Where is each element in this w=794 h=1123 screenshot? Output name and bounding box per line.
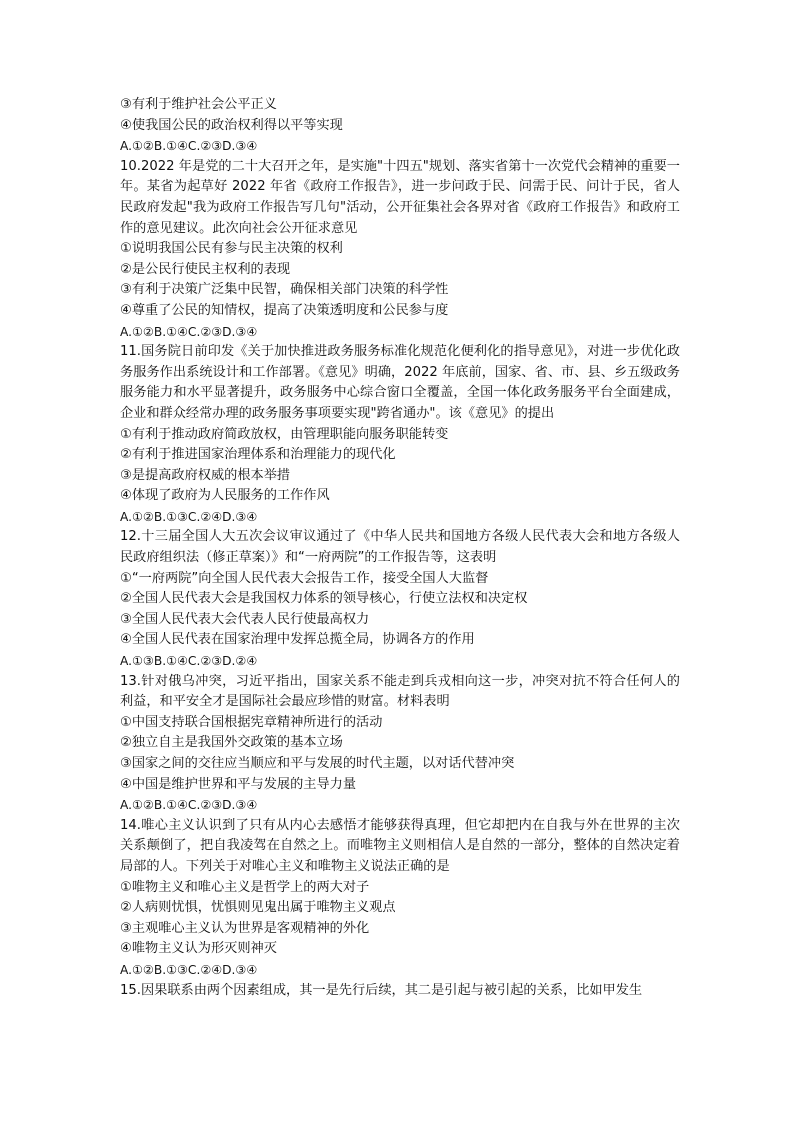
statement-item: ③有利于决策广泛集中民智，确保相关部门决策的科学性 — [120, 282, 449, 298]
statement-item: ③主观唯心主义认为世界是客观精神的外化 — [120, 920, 370, 936]
exam-page — [120, 95, 680, 1001]
question-stem: 12.十三届全国人大五次会议审议通过了《中华人民共和国地方各级人民代表大会和地方各级人民政府组织法（修正草案）》和“一府两院”的工作报告等，这表明 — [120, 529, 680, 566]
statement-item: ①唯物主义和唯心主义是哲学上的两大对子 — [120, 879, 370, 895]
statement-item: ②有利于推进国家治理体系和治理能力的现代化 — [120, 447, 396, 463]
statement-item: ③有利于维护社会公平正义 — [120, 97, 277, 112]
statement-item: ④体现了政府为人民服务的工作作风 — [120, 488, 330, 504]
statement-item: ②人病则忧惧，忧惧则见鬼出属于唯物主义观点 — [120, 900, 396, 916]
statement-item: ②独立自主是我国外交政策的基本立场 — [120, 735, 343, 751]
answer-options: A.①②B.①③C.②④D.③④ — [120, 962, 258, 977]
statement-item: ①有利于推动政府简政放权，由管理职能向服务职能转变 — [120, 426, 449, 442]
statement-item: ①说明我国公民有参与民主决策的权利 — [120, 241, 343, 257]
statement-item: ②是公民行使民主权利的表现 — [120, 261, 291, 277]
question-stem: 14.唯心主义认识到了只有从内心去感悟才能够获得真理，但它却把内在自我与外在世界的主次关系颠倒了，把自我凌驾在自然之上。而唯物主义则相信人是自然的一部分，整体的自然决定着局部的人。下列关于对唯心主义和唯物主义说法正确的是 — [120, 817, 680, 874]
statement-item: ④中国是维护世界和平与发展的主导力量 — [120, 776, 357, 792]
statement-item: ④唯物主义认为形灭则神灭 — [120, 941, 277, 957]
statement-item: ③国家之间的交往应当顺应和平与发展的时代主题，以对话代替冲突 — [120, 756, 515, 771]
statement-item: ②全国人民代表大会是我国权力体系的领导核心，行使立法权和决定权 — [120, 591, 528, 607]
answer-options: A.①②B.①④C.②③D.③④ — [120, 139, 258, 154]
statement-item: ③是提高政府权威的根本举措 — [120, 467, 291, 483]
statement-item: ④尊重了公民的知情权，提高了决策透明度和公民参与度 — [120, 302, 449, 318]
answer-options: A.①②B.①④C.②③D.③④ — [120, 324, 258, 339]
answer-options: A.①②B.①④C.②③D.③④ — [120, 798, 258, 813]
statement-item: ①“一府两院”向全国人民代表大会报告工作，接受全国人大监督 — [120, 570, 489, 586]
answer-options: A.①②B.①③C.②④D.③④ — [120, 509, 258, 524]
answer-options: A.①③B.①④C.②③D.②④ — [120, 654, 258, 669]
statement-item: ①中国支持联合国根据宪章精神所进行的活动 — [120, 714, 383, 730]
statement-item: ④全国人民代表在国家治理中发挥总揽全局，协调各方的作用 — [120, 632, 475, 648]
question-stem: 11.国务院日前印发《关于加快推进政务服务标准化规范化便利化的指导意见》，对进一步优化政务服务作出系统设计和工作部署。《意见》明确，2022 年底前，国家、省、市、县、乡五级政务服务能力和水平显著提升，政务服务中心综合窗口全覆盖，全国一体化政务服务平台全面建成，企业和群众经常办理的政务服务事项要实现"跨省通办"。该《意见》的提出 — [120, 344, 680, 421]
statement-item: ③全国人民代表大会代表人民行使最高权力 — [120, 611, 370, 627]
statement-item: 15.因果联系由两个因素组成，其一是先行后续，其二是引起与被引起的关系，比如甲发生 — [120, 982, 643, 998]
question-stem: 10.2022 年是党的二十大召开之年，是实施"十四五"规划、落实省第十一次党代会精神的重要一年。某省为起草好 2022 年省《政府工作报告》，进一步问政于民、问需于民、问计于民，省人民政府发起"我为政府工作报告写几句"活动，公开征集社会各界对省《政府工作报告》和政府工作的意见建议。此次向社会公开征求意见 — [120, 158, 680, 236]
question-stem: 13.针对俄乌冲突，习近平指出，国家关系不能走到兵戎相向这一步，冲突对抗不符合任何人的利益，和平安全才是国际社会最应珍惜的财富。材料表明 — [120, 673, 680, 710]
statement-item: ④使我国公民的政治权利得以平等实现 — [120, 117, 343, 133]
